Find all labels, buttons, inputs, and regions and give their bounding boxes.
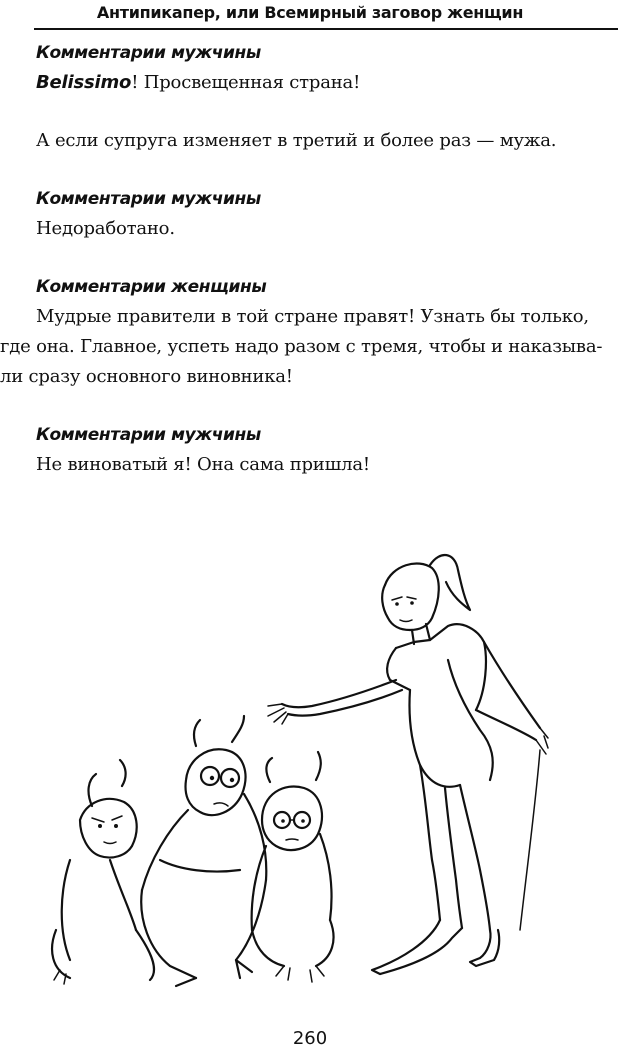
comment-heading-1: Комментарии мужчины (36, 43, 261, 63)
cartoon-drawing (0, 530, 620, 990)
header-rule (34, 28, 618, 30)
man-figure-center (141, 716, 266, 986)
comment-heading-2: Комментарии мужчины (36, 189, 261, 209)
comment-text-1 (36, 68, 614, 98)
comment-text-2: Недоработано. (36, 218, 175, 239)
comment-text-3-line2: где она. Главное, успеть надо разом с тремя, чтобы и наказыва- (0, 336, 603, 357)
emphasis-word: Belissimo (36, 72, 132, 93)
running-head: Антипикапер, или Всемирный заговор женщин (96, 3, 524, 22)
comment-text-4: Не виноватый я! Она сама пришла! (36, 454, 370, 475)
woman-figure (268, 555, 548, 974)
comment-heading-4: Комментарии мужчины (36, 425, 261, 445)
comment-text-1-rest: ! Просвещенная страна! (131, 72, 361, 93)
comment-text-3-line3: ли сразу основного виновника! (0, 366, 293, 387)
body-paragraph: А если супруга изменяет в третий и более раз — мужа. (36, 130, 557, 151)
cartoon-illustration (0, 530, 620, 990)
page-number: 260 (292, 1028, 328, 1049)
comment-heading-3: Комментарии женщины (36, 277, 267, 297)
man-figure-right (252, 752, 334, 982)
man-figure-left (52, 760, 154, 984)
page-content (0, 38, 614, 480)
comment-text-3-line1: Мудрые правители в той стране правят! Узнать бы только, (36, 306, 589, 327)
